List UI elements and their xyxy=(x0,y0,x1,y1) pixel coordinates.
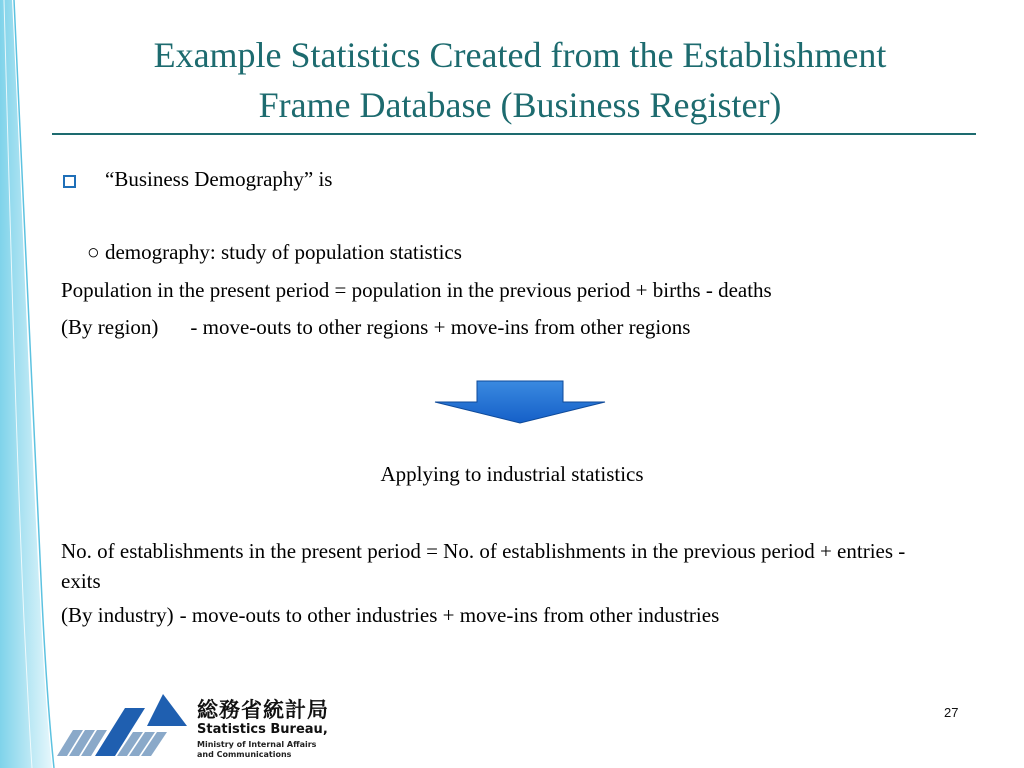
page-number: 27 xyxy=(944,705,959,720)
establishments-formula: No. of establishments in the present period = No. of establishments in the previous period + entries - exits xyxy=(61,539,906,593)
applying-heading: Applying to industrial statistics xyxy=(380,462,644,486)
down-arrow-icon xyxy=(434,380,606,424)
industry-formula xyxy=(61,602,719,629)
circle-marker-icon: ○ xyxy=(87,240,100,264)
region-formula xyxy=(61,314,690,341)
title-line-1: Example Statistics Created from the Establishment xyxy=(153,35,887,75)
logo-sub-line-2: and Communications xyxy=(197,750,292,759)
logo-ministry-name xyxy=(197,740,316,760)
demography-text: demography: study of population statistics xyxy=(104,240,462,264)
title-line-2: Frame Database (Business Register) xyxy=(258,85,782,125)
region-label: (By region) xyxy=(61,315,159,339)
population-formula: Population in the present period = population in the previous period + births - deaths xyxy=(61,278,772,302)
region-text: - move-outs to other regions + move-ins from other regions xyxy=(190,315,691,339)
title-divider xyxy=(52,133,976,135)
logo-sub-line-1: Ministry of Internal Affairs xyxy=(197,740,317,749)
logo-english-name: Statistics Bureau, xyxy=(197,722,328,737)
bullet-business-demography: “Business Demography” is xyxy=(105,167,333,191)
slide-title xyxy=(60,30,980,130)
hollow-square-bullet-icon xyxy=(63,175,76,188)
demography-definition xyxy=(87,239,462,266)
logo-japanese-name: 総務省統計局 xyxy=(197,698,329,722)
industry-label: (By industry) xyxy=(61,603,174,627)
left-edge-decoration xyxy=(0,0,60,768)
industry-text: - move-outs to other industries + move-ins from other industries xyxy=(179,603,720,627)
